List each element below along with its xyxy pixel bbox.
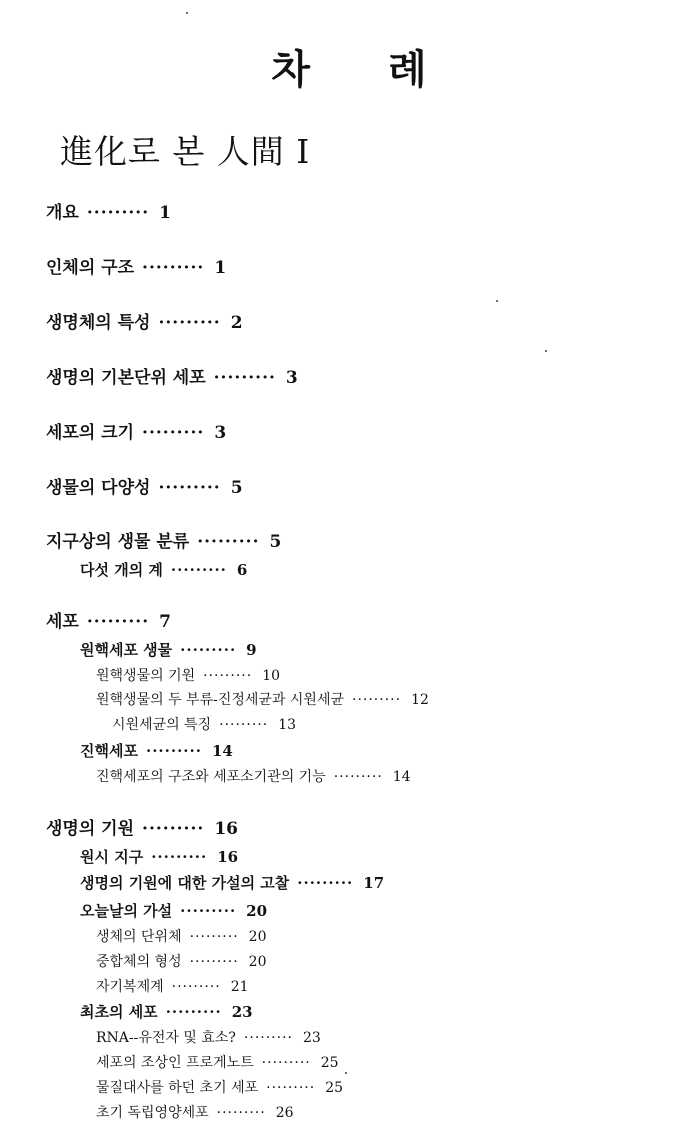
toc-entry: 중합체의 형성 ········· 20: [96, 954, 267, 970]
toc-entry: 지구상의 생물 분류 ········· 5: [46, 532, 282, 552]
toc-entry: 다섯 개의 계 ········· 6: [80, 561, 248, 579]
toc-entry: 생명의 기원 ········· 16: [46, 819, 238, 839]
toc-entry: 개요 ········· 1: [46, 203, 171, 223]
book-title: 進化로 본 人間 I: [60, 132, 311, 171]
scan-speck: [186, 12, 188, 14]
toc-entry: 생체의 단위체 ········· 20: [96, 929, 267, 945]
toc-entry: 자기복제계 ········· 21: [96, 979, 249, 995]
toc-entry: 시원세균의 특징 ········· 13: [112, 717, 297, 733]
toc-entry: 생명체의 특성 ········· 2: [46, 313, 243, 333]
toc-entry: 세포의 크기 ········· 3: [46, 423, 227, 443]
toc-entry: 생명의 기원에 대한 가설의 고찰 ········· 17: [80, 874, 385, 892]
toc-entry: 세포의 조상인 프로게노트 ········· 25: [96, 1055, 339, 1071]
toc-entry: 오늘날의 가설 ········· 20: [80, 902, 268, 920]
toc-entry: 원핵생물의 기원 ········· 10: [96, 668, 281, 684]
toc-entry: 진핵세포의 구조와 세포소기관의 기능 ········· 14: [96, 769, 411, 785]
toc-entry: 원핵세포 생물 ········· 9: [80, 641, 257, 659]
toc-entry: 인체의 구조 ········· 1: [46, 258, 227, 278]
toc-entry: 진핵세포 ········· 14: [80, 742, 233, 760]
toc-entry: 원핵생물의 두 부류-진정세균과 시원세균 ········· 12: [96, 692, 429, 708]
toc-entry: 최초의 세포 ········· 23: [80, 1003, 253, 1021]
toc-entry: 초기 독립영양세포 ········· 26: [96, 1105, 294, 1121]
scan-speck: [496, 300, 498, 302]
toc-entry: 생명의 기본단위 세포 ········· 3: [46, 368, 298, 388]
toc-entry: 원시 지구 ········· 16: [80, 848, 239, 866]
scan-speck: [545, 350, 547, 352]
toc-entry: RNA--유전자 및 효소? ········· 23: [96, 1030, 321, 1046]
toc-entry: 물질대사를 하던 초기 세포 ········· 25: [96, 1080, 344, 1096]
toc-entry: 세포 ········· 7: [46, 612, 171, 632]
toc-entry: 생물의 다양성 ········· 5: [46, 478, 243, 498]
page-title: 차 례: [271, 46, 429, 93]
scan-speck: [345, 1072, 347, 1074]
